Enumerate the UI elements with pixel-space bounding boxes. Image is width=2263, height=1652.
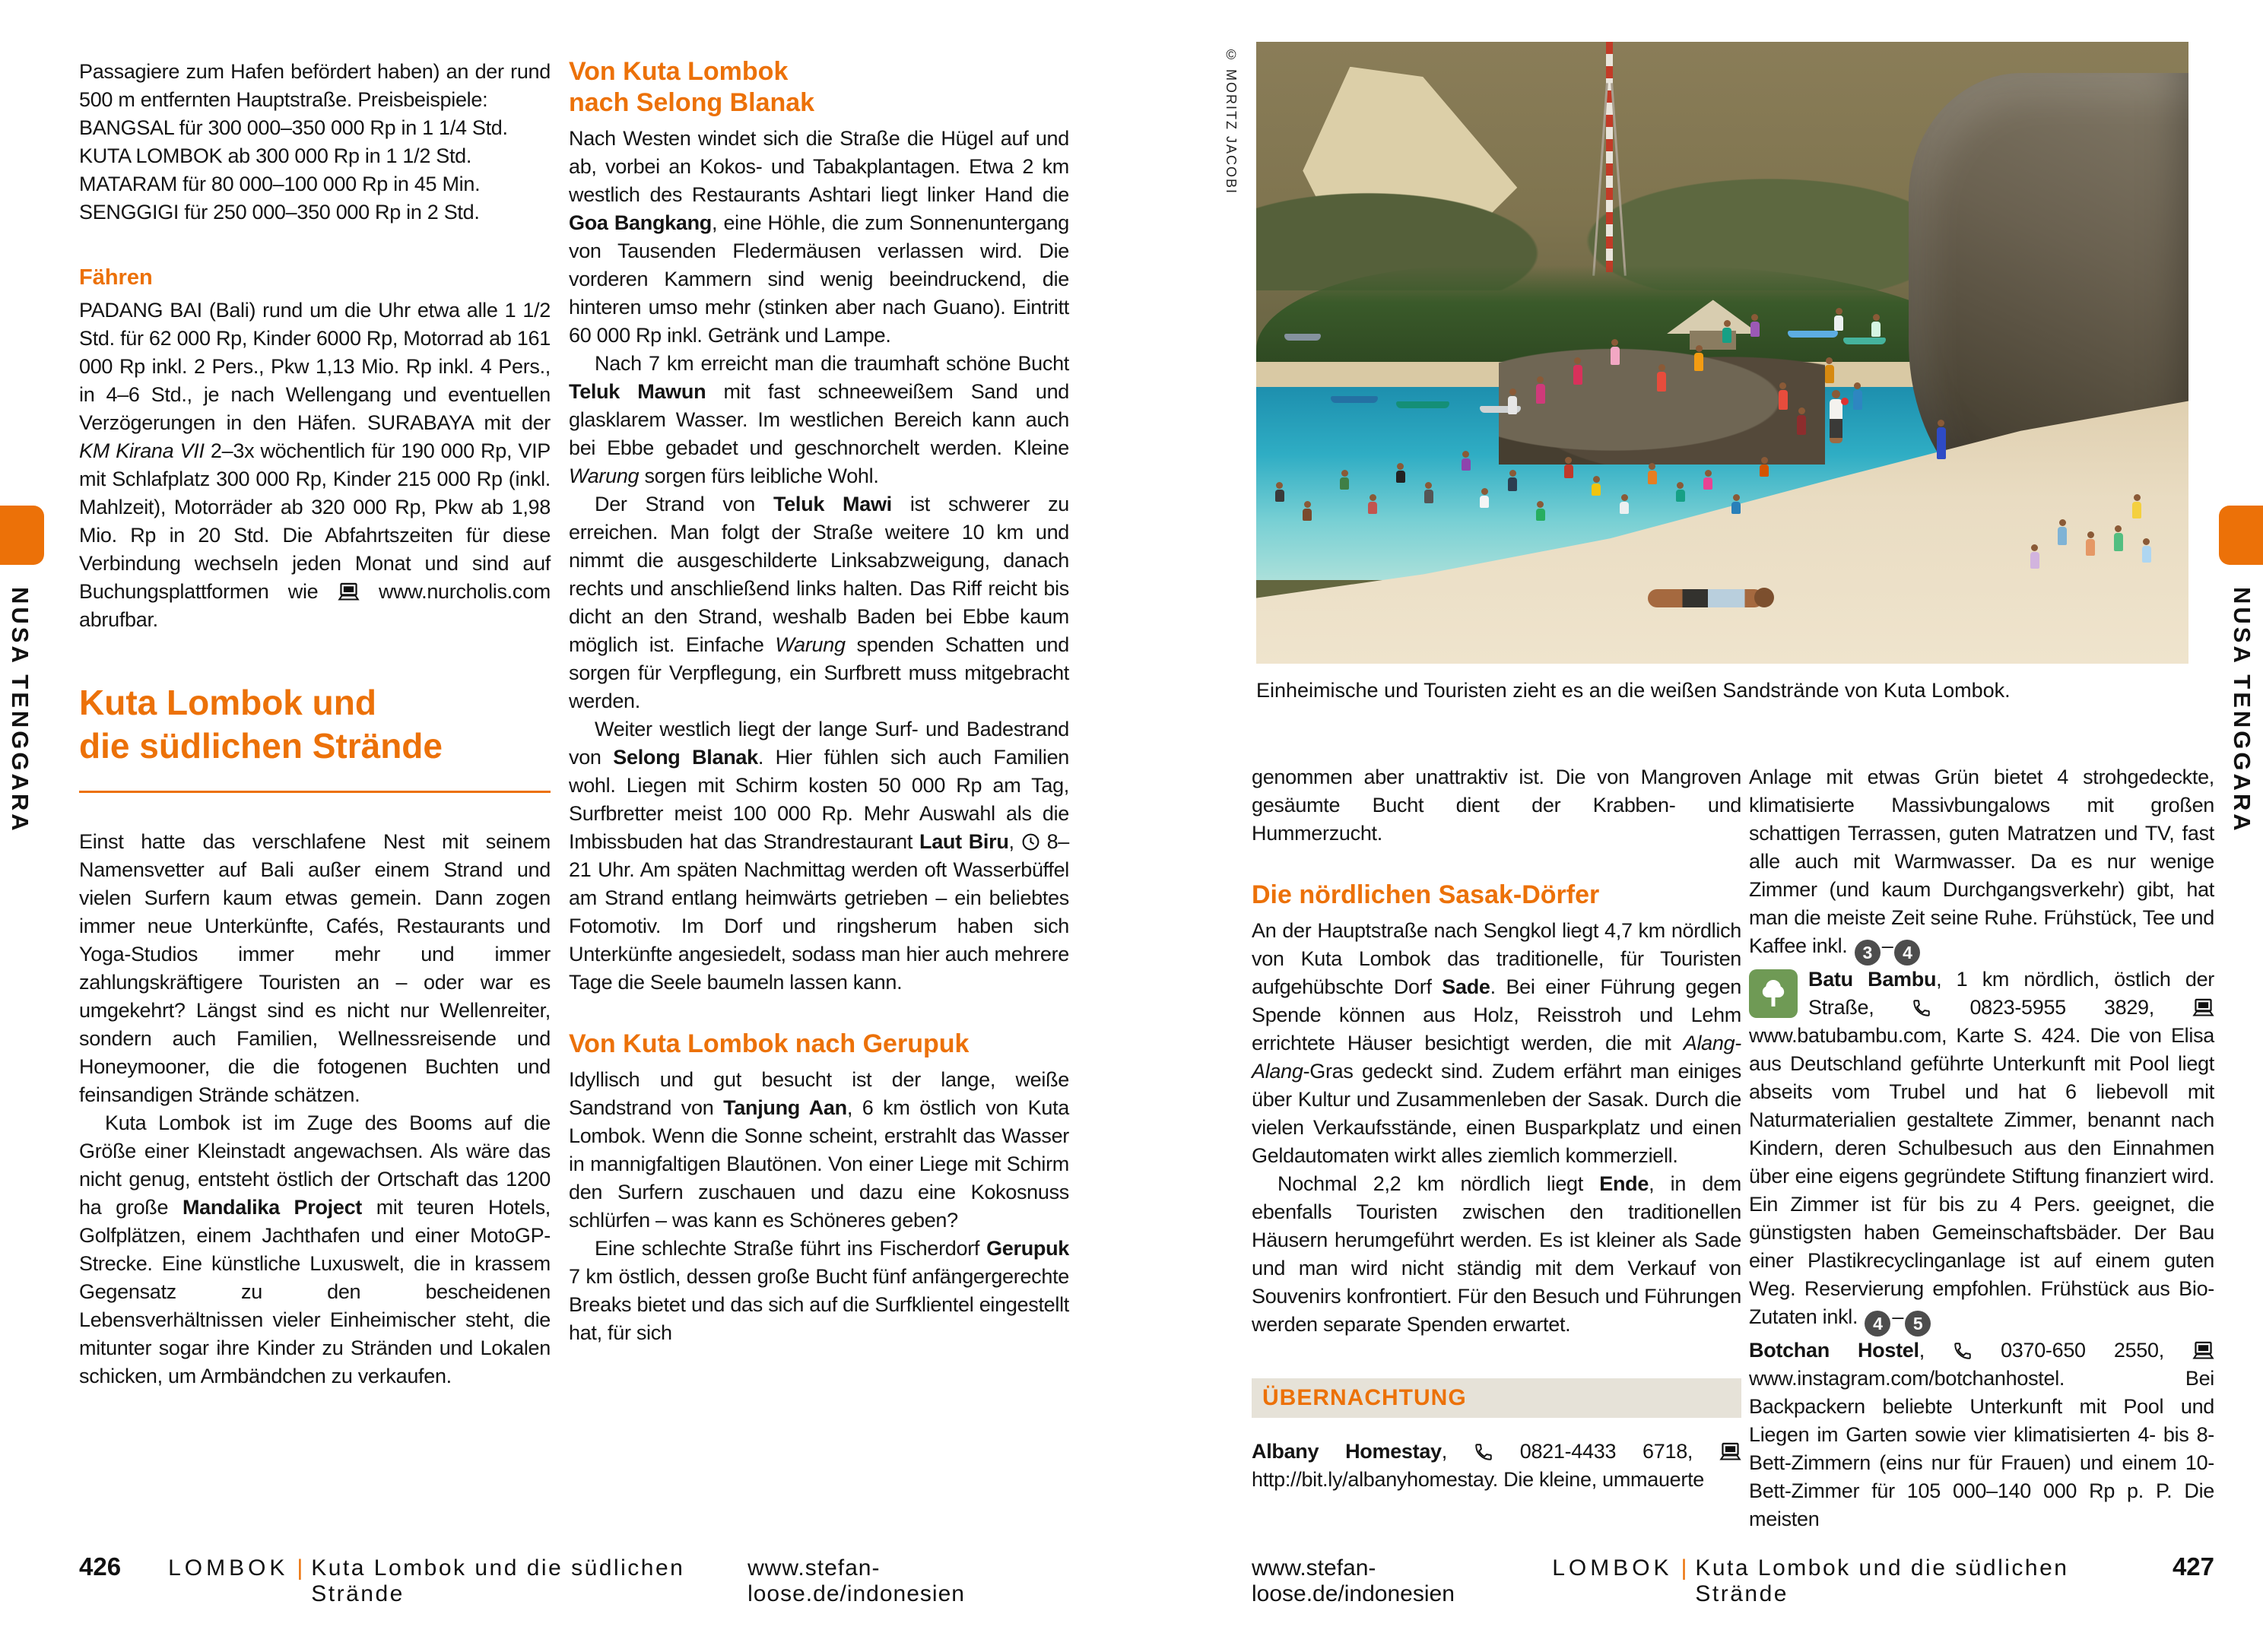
price-line: MATARAM für 80 000–100 000 Rp in 45 Min. bbox=[79, 173, 481, 195]
paragraph: Weiter westlich liegt der lange Surf- und Badestrand von Selong Blanak. Hier fühlen sich auch Familien wohl. Liegen mit Schirm kosten 50 000 Rp am Tag, Surfbretter meist 100 000 Rp. Mehr Auswahl als die Imbissbuden hat das Strandrestaurant Laut Biru, 8–21 Uhr. Am späten Nachmittag werden oft Wasserbüffel am Strand entlang heimwärts getrieben – ein beliebtes Fotomotiv. Im Dorf und ringsherum haben sich Unterkünfte angesiedelt, sodass man hier auch mehrere Tage die Seele baumeln lassen kann. bbox=[569, 718, 1069, 994]
person-figure bbox=[1657, 372, 1666, 392]
chapter-tab-label-right: NUSA TENGGARA bbox=[2229, 587, 2255, 834]
price-category-5-icon: 5 bbox=[1905, 1311, 1931, 1337]
phone-icon bbox=[1953, 1341, 1973, 1361]
chapter-heading: Kuta Lombok und die südlichen Strände bbox=[79, 683, 443, 766]
intro-paragraph: Passagiere zum Hafen befördert haben) an der rund 500 m entfernten Hauptstraße. Preisbeispiele: bbox=[79, 60, 551, 111]
person-figure bbox=[2132, 502, 2141, 518]
chapter-tab-label-left: NUSA TENGGARA bbox=[7, 587, 33, 834]
person-figure bbox=[1779, 390, 1788, 410]
footer-section: LOMBOK bbox=[168, 1555, 289, 1581]
lying-man-figure bbox=[1648, 589, 1763, 607]
person-figure bbox=[1648, 471, 1657, 484]
price-category-4-icon: 4 bbox=[1865, 1311, 1890, 1337]
section-heading-faehren: Fähren bbox=[79, 265, 153, 290]
left-page-column-2 bbox=[569, 56, 1069, 1347]
person-figure bbox=[1676, 490, 1685, 502]
person-figure bbox=[1703, 477, 1712, 490]
person-figure bbox=[1750, 322, 1760, 337]
person-figure bbox=[1573, 365, 1582, 385]
person-figure bbox=[1564, 465, 1573, 478]
photo-credit: © MORITZ JACOBI bbox=[1224, 47, 1239, 195]
person-figure bbox=[1536, 384, 1545, 404]
phone-icon bbox=[1912, 998, 1931, 1018]
photo-caption: Einheimische und Touristen zieht es an die weißen Sandstrände von Kuta Lombok. bbox=[1256, 679, 2011, 702]
person-figure bbox=[1871, 322, 1881, 337]
chapter-intro-paragraph: Einst hatte das verschlafene Nest mit seinem Namensvetter auf Bali außer einem Strand und vielen Surfern kaum etwas gemein. Dann zogen immer neue Unterkünfte, Cafés, Restaurants und Yoga-Studios immer mehr und immer zahlungskräftigere Touristen an – oder war es umgekehrt? Längst sind es nicht nur Wellenreiter, sondern auch Familien, Wellnessreisende und Honeymooner, die die fotogenen Buchten und feinsandigen Strände schätzen. bbox=[79, 830, 551, 1106]
person-figure bbox=[1853, 390, 1862, 410]
paragraph: Der Strand von Teluk Mawi ist schwerer zu erreichen. Man folgt der Straße weitere 10 km und nimmt die ausgeschilderte Linksabzweigung, danach rechts und anschließend links halten. Das Riff reicht bis dicht an den Strand, weshalb Baden bei Ebbe kaum möglich ist. Einfache Warung spenden Schatten und sorgen für Verpflegung, ein Surfbrett muss mitgebracht werden. bbox=[569, 493, 1070, 712]
web-icon bbox=[2192, 998, 2214, 1017]
person-figure bbox=[1611, 347, 1620, 365]
footer-divider: | bbox=[297, 1555, 303, 1581]
continued-paragraph: Anlage mit etwas Grün bietet 4 strohgedeckte, klimatisierte Massivbungalows mit großen schattigen Terrassen, guten Matratzen und TV, fast alle auch mit Warmwasser. Da es nur wenige Zimmer (und kaum Durchgangsverkehr) gibt, hat man die meiste Zeit seine Ruhe. Frühstück, Tee und Kaffee inkl. 3 – 4 bbox=[1749, 763, 2214, 966]
person-figure bbox=[1462, 458, 1471, 471]
right-page-column-1 bbox=[1252, 763, 1741, 1494]
person-figure bbox=[1424, 490, 1433, 503]
person-figure bbox=[1368, 502, 1377, 514]
person-figure bbox=[1340, 477, 1349, 490]
page-number: 426 bbox=[79, 1552, 122, 1581]
paragraph: Nach Westen windet sich die Straße die Hügel auf und ab, vorbei an Kokos- und Tabakplantagen. Etwa 2 km westlich des Restaurants Ashtari liegt linker Hand die Goa Bangkang, eine Höhle, die zum Sonnenuntergang von Tausenden Fledermäusen verlassen wird. Die vorderen Kammern sind wenig beeindruckend, die hinteren umso mehr (stinken aber nach Guano). Eintritt 60 000 Rp inkl. Getränk und Lampe. bbox=[569, 127, 1069, 347]
chapter-tab-left bbox=[0, 506, 44, 565]
person-figure bbox=[1480, 496, 1489, 508]
phone-icon bbox=[1474, 1442, 1493, 1462]
section-heading-gerupuk: Von Kuta Lombok nach Gerupuk bbox=[569, 1029, 970, 1058]
price-line: BANGSAL für 300 000–350 000 Rp in 1 1/4 Std. bbox=[79, 116, 508, 139]
person-figure bbox=[1508, 477, 1517, 491]
continued-paragraph: genommen aber unattraktiv ist. Die von Mangroven gesäumte Bucht dient der Krabben- und Hummerzucht. bbox=[1252, 766, 1741, 845]
person-figure bbox=[1620, 502, 1629, 514]
person-figure bbox=[1731, 502, 1741, 514]
footer-divider: | bbox=[1681, 1555, 1687, 1581]
uebernachtung-header-bar bbox=[1252, 1378, 1741, 1418]
person-figure bbox=[1722, 328, 1731, 343]
person-figure bbox=[1834, 315, 1843, 331]
price-examples-list bbox=[79, 114, 551, 227]
person-figure bbox=[1937, 427, 1946, 459]
uebernachtung-label: ÜBERNACHTUNG bbox=[1262, 1385, 1467, 1410]
paragraph: Nach 7 km erreicht man die traumhaft schöne Bucht Teluk Mawun mit fast schneeweißem Sand und glasklarem Wasser. Im westlichen Bereich kann auch bei Ebbe gebadet und geschnorchelt werden. Kleine Warung sorgen fürs leibliche Wohl. bbox=[569, 352, 1069, 487]
person-figure bbox=[1797, 415, 1806, 435]
person-figure bbox=[2058, 527, 2067, 545]
right-page-column-2 bbox=[1749, 763, 2214, 1533]
person-figure bbox=[2086, 539, 2095, 556]
person-figure bbox=[2142, 546, 2151, 563]
paragraph: Kuta Lombok ist im Zuge des Booms auf die Größe einer Kleinstadt angewachsen. Als wäre das nicht genug, entsteht östlich der Ortschaft das 1200 ha große Mandalika Project mit teuren Hotels, Golfplätzen, einem Jachthafen und einer MotoGP-Strecke. Eine künstliche Luxuswelt, die in krassem Gegensatz zu den bescheidenen Lebensverhältnissen vieler Einheimischer steht, die mitunter sogar ihre Kinder zu Stränden und Lokalen schicken, um Armbändchen zu verkaufen. bbox=[79, 1111, 551, 1387]
section-heading-sasak-doerfer: Die nördlichen Sasak-Dörfer bbox=[1252, 880, 1600, 909]
left-page-column-1 bbox=[79, 58, 551, 1390]
web-icon bbox=[338, 582, 360, 601]
listing-albany-homestay: Albany Homestay, 0821-4433 6718, http://bit.ly/albanyhomestay. Die kleine, ummauerte bbox=[1252, 1438, 1741, 1494]
web-icon bbox=[1719, 1442, 1741, 1461]
walking-woman-figure bbox=[1830, 399, 1842, 443]
page-footer-right bbox=[1252, 1552, 2214, 1607]
paragraph: Eine schlechte Straße führt ins Fischerdorf Gerupuk 7 km östlich, dessen große Bucht fünf anfängergerechte Breaks bietet und das sich auf die Surfklientel eingestellt hat, für sich bbox=[569, 1237, 1069, 1344]
paragraph: Nochmal 2,2 km nördlich liegt Ende, in dem ebenfalls Touristen zwischen den traditionellen Häusern herumgeführt werden. Es ist kleiner als Sade und man wird nicht ständig mit dem Verkauf von Souvenirs konfrontiert. Für den Besuch und Führungen werden separate Spenden erwartet. bbox=[1252, 1172, 1741, 1336]
person-figure bbox=[1396, 471, 1405, 483]
person-figure bbox=[1760, 465, 1769, 477]
footer-url: www.stefan-loose.de/indonesien bbox=[1252, 1555, 1455, 1606]
section-heading-selong-blanak: Von Kuta Lombok nach Selong Blanak bbox=[569, 57, 815, 117]
price-category-4-icon: 4 bbox=[1894, 940, 1920, 966]
paragraph: Idyllisch und gut besucht ist der lange, weiße Sandstrand von Tanjung Aan, 6 km östlich von Kuta Lombok. Wenn die Sonne scheint, erstrahlt das Wasser in mannigfaltigen Blautönen. Von einer Liege mit Schirm den Surfern zuschauen und dazu eine Kokosnuss schlürfen – was kann es Schöneres geben? bbox=[569, 1068, 1069, 1232]
price-line: SENGGIGI für 250 000–350 000 Rp in 2 Std. bbox=[79, 201, 480, 224]
footer-section: LOMBOK bbox=[1552, 1555, 1673, 1581]
person-figure bbox=[2030, 552, 2039, 569]
footer-title: Kuta Lombok und die südlichen Strände bbox=[1695, 1555, 2069, 1606]
chapter-tab-right bbox=[2219, 506, 2263, 565]
person-figure bbox=[1825, 365, 1834, 383]
beach-photo bbox=[1256, 42, 2188, 664]
paragraph: An der Hauptstraße nach Sengkol liegt 4,7 km nördlich von Kuta Lombok das traditionelle, für Touristen aufgehübschte Dorf Sade. Bei einer Führung gegen Spende können aus Holz, Reisstroh und Lehm errichtete Häuser besichtigt werden, die mit Alang-Alang-Gras gedeckt sind. Zudem erfährt man einiges über Kultur und Zusammenleben der Sasak. Durch die vielen Verkaufsstände, einen Busparkplatz und einen Geldautomaten wirkt alles ziemlich kommerziell. bbox=[1252, 919, 1742, 1167]
person-figure bbox=[1508, 396, 1517, 414]
person-figure bbox=[1592, 484, 1601, 496]
person-figure bbox=[1275, 490, 1284, 502]
price-category-3-icon: 3 bbox=[1855, 940, 1881, 966]
ferry-paragraph: PADANG BAI (Bali) rund um die Uhr etwa alle 1 1/2 Std. für 62 000 Rp, Kinder 6000 Rp, Motorrad ab 161 000 Rp inkl. 2 Pers., Pkw 1,13 Mio. Rp inkl. 4 Pers., in 4–6 Std., je nach Wellengang und eventuellen Verzögerungen in den Häfen. SURABAYA mit der KM Kirana VII 2–3x wöchentlich für 190 000 Rp, VIP mit Schlafplatz 300 000 Rp, Kinder 215 000 Rp (inkl. Mahlzeit), Motorräder ab 320 000 Rp, Pkw ab 1,98 Mio. Rp in 20 Std. Die Abfahrtszeiten für diese Verbindung wechseln jeden Monat und sind auf Buchungsplattformen wie www.nurcholis.com abrufbar. bbox=[79, 299, 551, 631]
page-footer-left bbox=[79, 1552, 1069, 1607]
person-figure bbox=[2114, 533, 2123, 551]
listing-botchan-hostel: Botchan Hostel, 0370-650 2550, www.instagram.com/botchanhostel. Bei Backpackern beliebte Unterkunft mit Pool und Liegen im Garten sowie vier klimatisierten 4- bis 8-Bett-Zimmern (eins nur für Frauen) und einem 10-Bett-Zimmer für 105 000–140 000 Rp p. P. Die meisten bbox=[1749, 1339, 2214, 1530]
person-figure bbox=[1303, 509, 1312, 521]
footer-url: www.stefan-loose.de/indonesien bbox=[747, 1555, 965, 1606]
page-number: 427 bbox=[2172, 1552, 2214, 1581]
clock-icon bbox=[1021, 832, 1040, 851]
person-figure bbox=[1694, 353, 1703, 371]
beach-people bbox=[1256, 42, 2188, 664]
person-figure bbox=[1536, 509, 1545, 521]
accommodation-tree-icon bbox=[1749, 969, 1798, 1018]
chapter-heading-rule bbox=[79, 791, 551, 793]
footer-title: Kuta Lombok und die südlichen Strände bbox=[311, 1555, 685, 1606]
web-icon bbox=[2192, 1341, 2214, 1360]
listing-batu-bambu: Batu Bambu, 1 km nördlich, östlich der Straße, 0823-5955 3829, www.batubambu.com, Karte S. 424. Die von Elisa aus Deutschland geführte Unterkunft mit Pool liegt abseits vom Trubel und hat 6 liebevoll mit Naturmaterialien gestaltete Zimmer, benannt nach Kindern, deren Schulbesuch aus den Einnahmen über eine eigens gegründete Stiftung finanziert wird. Ein Zimmer ist für bis zu 4 Pers. geeignet, die günstigsten haben Gemeinschaftsbäder. Der Bau einer Plastikrecyclinganlage ist auf einem guten Weg. Reservierung empfohlen. Frühstück aus Bio-Zutaten inkl. 4 – 5 bbox=[1749, 966, 2214, 1337]
price-line: KUTA LOMBOK ab 300 000 Rp in 1 1/2 Std. bbox=[79, 144, 472, 167]
